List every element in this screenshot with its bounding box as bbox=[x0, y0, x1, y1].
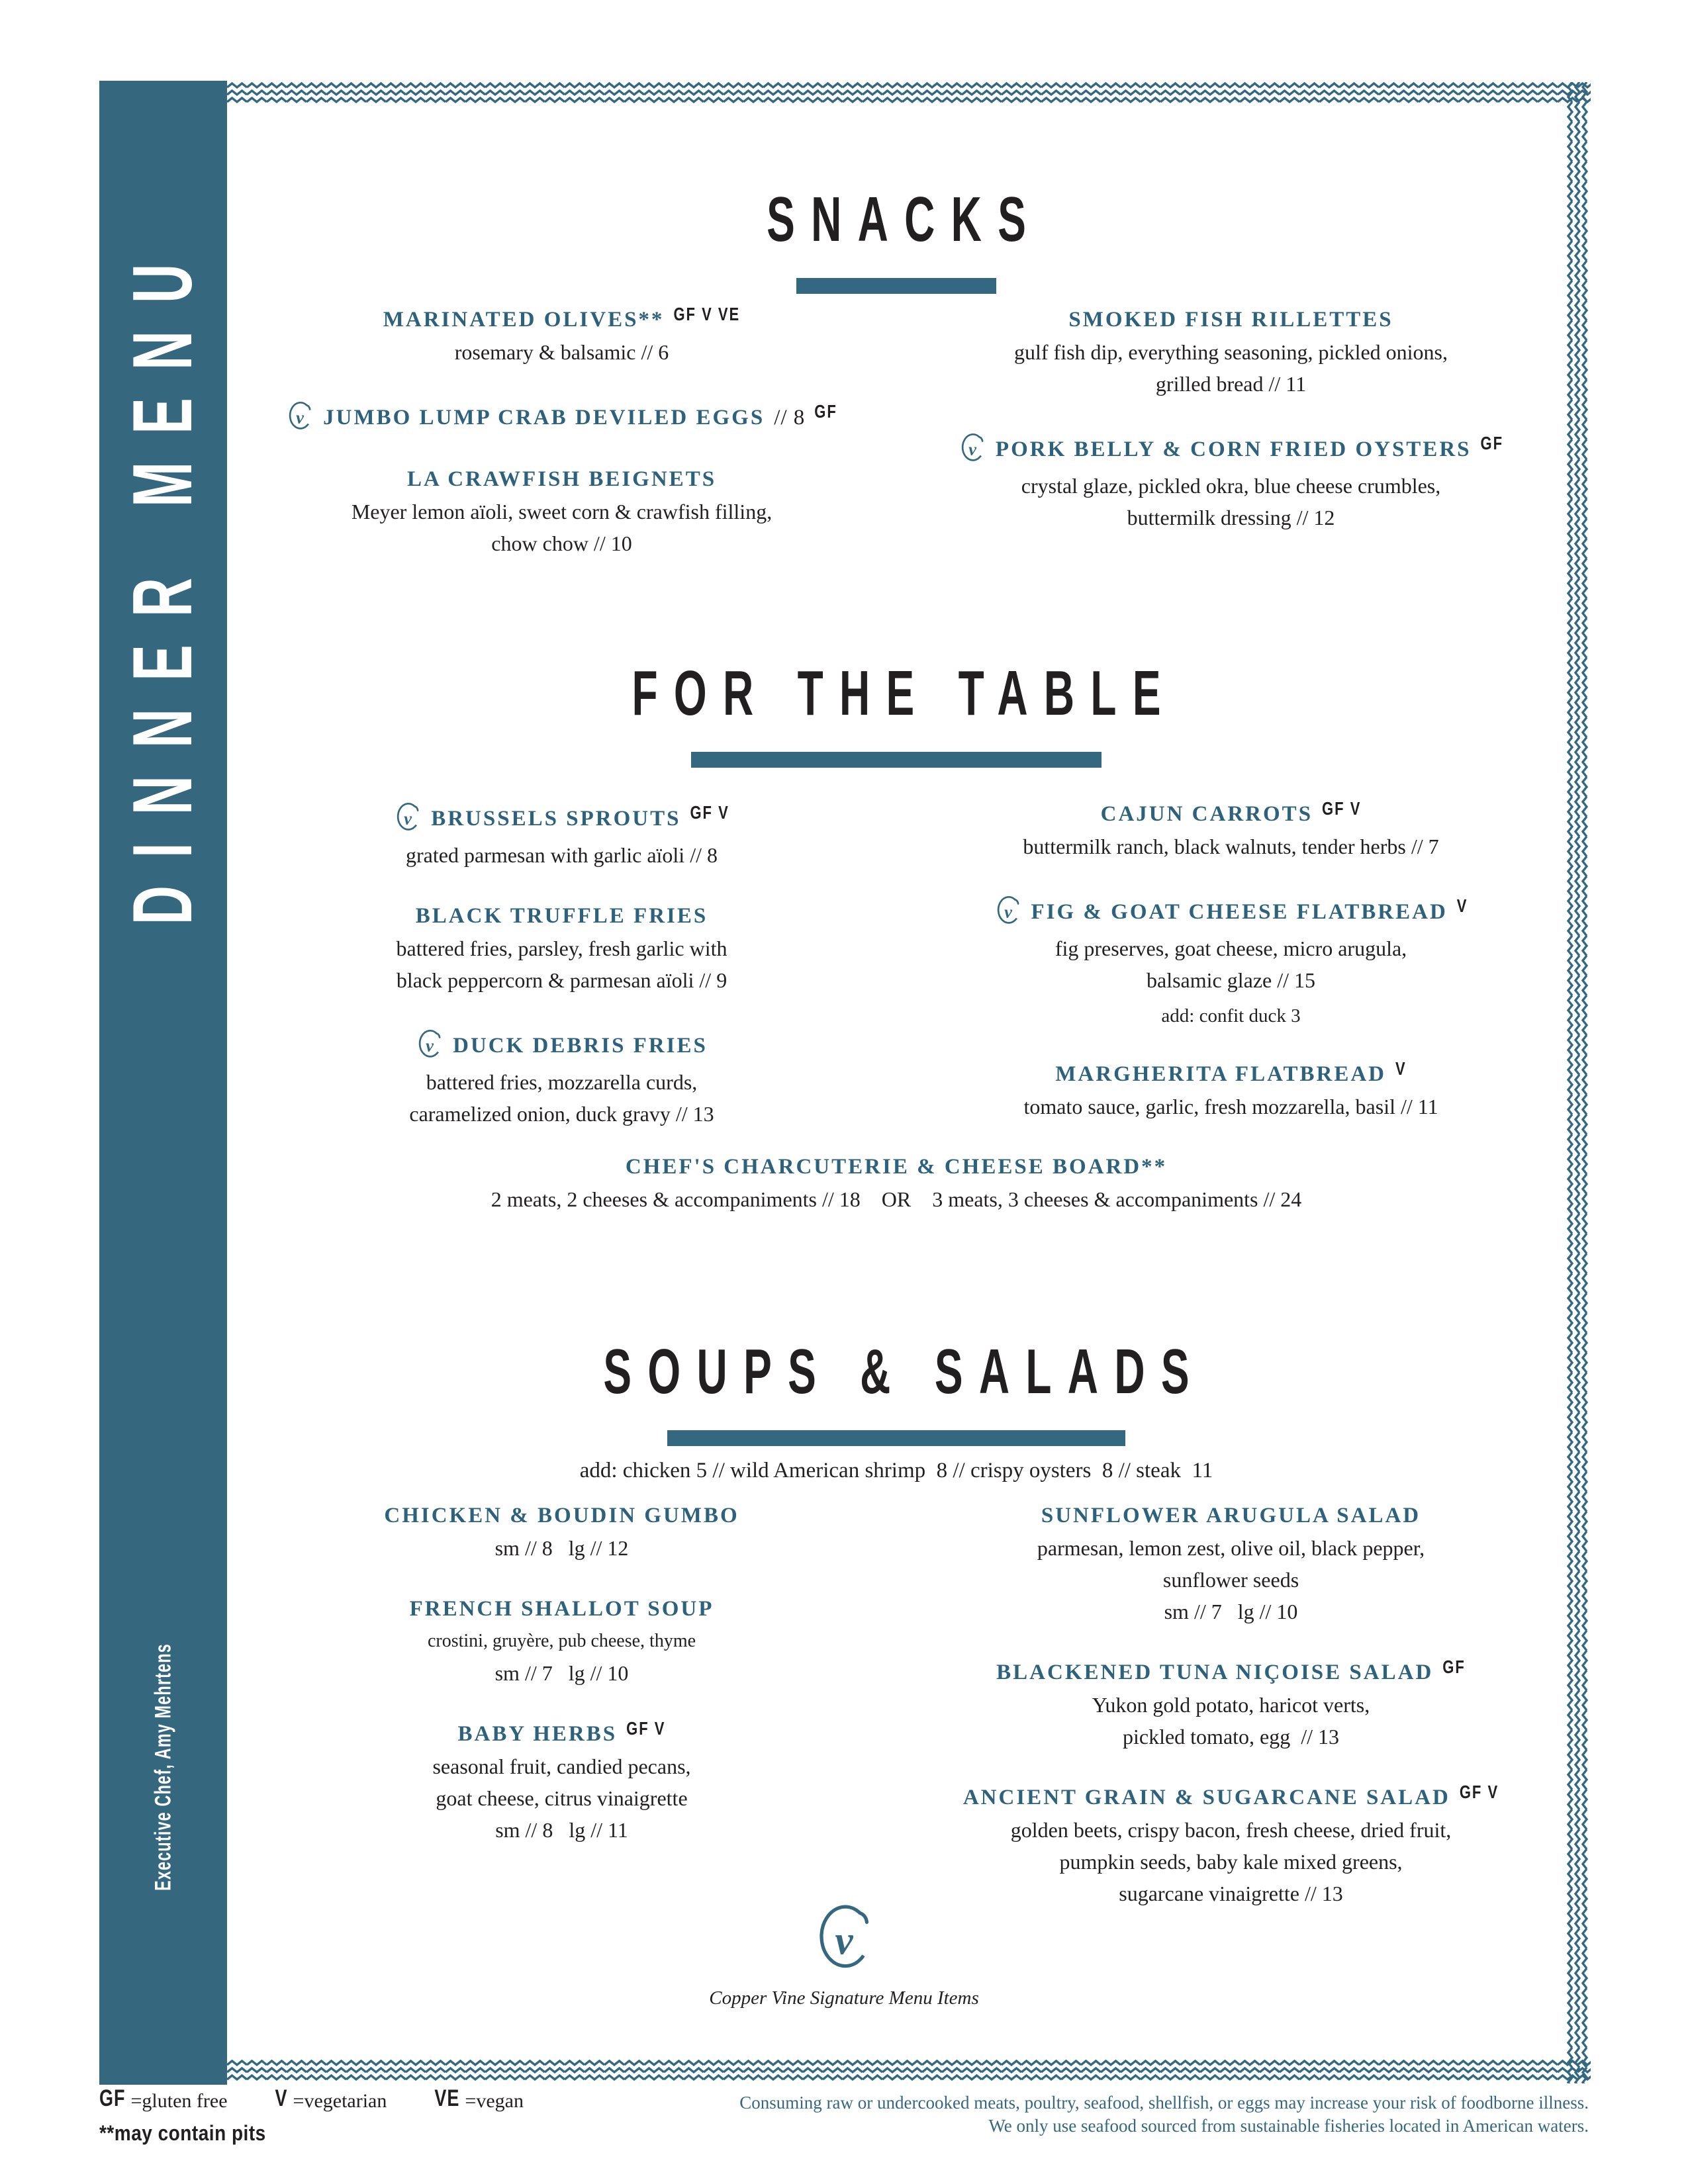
menu-item-desc: black peppercorn & parmesan aïoli // 9 bbox=[396, 968, 727, 992]
menu-item-desc: chow chow // 10 bbox=[491, 531, 632, 555]
dietary-badges: GF V bbox=[1322, 797, 1362, 819]
copper-vine-monogram-icon bbox=[286, 401, 314, 434]
copper-vine-logo-block bbox=[0, 1903, 1688, 2009]
menu-item-name: PORK BELLY & CORN FRIED OYSTERS bbox=[995, 437, 1472, 461]
menu-item-name: FRENCH SHALLOT SOUP bbox=[409, 1597, 714, 1621]
section-underline bbox=[796, 278, 996, 294]
consumption-disclaimer bbox=[596, 2091, 1589, 2138]
table-left-column bbox=[227, 802, 896, 1163]
menu-item-crab-deviled-eggs bbox=[227, 401, 896, 434]
menu-item-desc: battered fries, mozzarella curds, bbox=[426, 1070, 698, 1094]
pits-note: **may contain pits bbox=[99, 2121, 266, 2145]
legend-gluten-free bbox=[99, 2085, 228, 2113]
disclaimer-line: Consuming raw or undercooked meats, poultry, seafood, shellfish, or eggs may increase your risk of foodborne illness. bbox=[739, 2093, 1589, 2113]
menu-item-price: sm // 8 lg // 11 bbox=[495, 1818, 628, 1842]
menu-item-desc: pickled tomato, egg // 13 bbox=[1122, 1725, 1340, 1749]
menu-item-desc: parmesan, lemon zest, olive oil, black pepper, bbox=[1037, 1536, 1425, 1560]
menu-item-price: sm // 7 lg // 10 bbox=[1164, 1600, 1298, 1623]
copper-vine-monogram-icon bbox=[812, 1903, 876, 1979]
copper-vine-monogram-icon bbox=[959, 433, 986, 466]
menu-item-desc: 2 meats, 2 cheeses & accompaniments // 18 OR 3 meats, 3 cheeses & accompaniments // 24 bbox=[491, 1187, 1302, 1211]
menu-item-smoked-fish-rillettes bbox=[896, 308, 1566, 400]
menu-item-name: SUNFLOWER ARUGULA SALAD bbox=[1041, 1504, 1421, 1527]
menu-item-name: BABY HERBS bbox=[457, 1722, 618, 1746]
copper-vine-monogram-icon bbox=[394, 802, 422, 835]
menu-item-desc: sunflower seeds bbox=[1162, 1568, 1299, 1592]
menu-item-chicken-boudin-gumbo bbox=[227, 1504, 896, 1564]
menu-item-name: SMOKED FISH RILLETTES bbox=[1068, 308, 1393, 332]
menu-item-name: MARINATED OLIVES** bbox=[383, 308, 665, 332]
menu-item-french-shallot-soup bbox=[227, 1597, 896, 1689]
section-for-the-table bbox=[227, 797, 1566, 1163]
menu-title-vertical: DINNER MENU bbox=[116, 236, 210, 925]
menu-item-name: MARGHERITA FLATBREAD bbox=[1055, 1062, 1387, 1086]
menu-item-desc: crystal glaze, pickled okra, blue cheese crumbles, bbox=[1021, 474, 1441, 498]
copper-vine-monogram-icon bbox=[416, 1029, 444, 1062]
sidebar bbox=[99, 81, 227, 2085]
menu-item-marinated-olives bbox=[227, 303, 896, 368]
menu-item-desc: grated parmesan with garlic aïoli // 8 bbox=[406, 843, 718, 867]
dietary-badges: GF bbox=[1442, 1656, 1466, 1677]
legend-label: =gluten free bbox=[130, 2090, 228, 2112]
menu-item-desc: buttermilk dressing // 12 bbox=[1127, 506, 1335, 529]
menu-item-name: JUMBO LUMP CRAB DEVILED EGGS bbox=[323, 405, 765, 430]
menu-item-crawfish-beignets bbox=[227, 467, 896, 559]
wave-border-bottom bbox=[227, 2060, 1591, 2083]
menu-item-fig-goat-cheese-flatbread bbox=[896, 895, 1566, 1029]
section-header-soups-salads bbox=[227, 1336, 1566, 1446]
menu-item-price: sm // 8 lg // 12 bbox=[494, 1536, 629, 1560]
executive-chef-label: Executive Chef, Amy Mehrtens bbox=[150, 1643, 175, 1891]
soups-add-ons-line: add: chicken 5 // wild American shrimp 8 // crispy oysters 8 // steak 11 bbox=[579, 1459, 1213, 1482]
menu-item-name: LA CRAWFISH BEIGNETS bbox=[406, 467, 717, 491]
dietary-badges: V bbox=[1456, 895, 1468, 916]
menu-item-name: ANCIENT GRAIN & SUGARCANE SALAD bbox=[962, 1786, 1450, 1809]
disclaimer-line: We only use seafood sourced from sustainable fisheries located in American waters. bbox=[988, 2116, 1589, 2136]
svg-text:v: v bbox=[835, 1919, 853, 1964]
menu-item-addon: add: confit duck 3 bbox=[1161, 1005, 1301, 1026]
legend-label: =vegetarian bbox=[293, 2090, 387, 2112]
menu-item-blackened-tuna-nicoise bbox=[896, 1656, 1566, 1752]
table-right-column bbox=[896, 797, 1566, 1163]
wave-border-top bbox=[227, 82, 1591, 106]
menu-item-price: sugarcane vinaigrette // 13 bbox=[1119, 1882, 1343, 1905]
dietary-badges: GF bbox=[1480, 432, 1504, 453]
legend-vegetarian bbox=[275, 2085, 387, 2113]
dietary-badges: GF bbox=[814, 400, 837, 422]
menu-item-desc: pumpkin seeds, baby kale mixed greens, bbox=[1059, 1850, 1403, 1874]
menu-item-brussels-sprouts bbox=[227, 802, 896, 871]
menu-item-desc: buttermilk ranch, black walnuts, tender herbs // 7 bbox=[1023, 835, 1439, 858]
menu-item-price: sm // 7 lg // 10 bbox=[494, 1661, 629, 1685]
menu-item-desc: caramelized onion, duck gravy // 13 bbox=[409, 1102, 714, 1126]
menu-item-desc: grilled bread // 11 bbox=[1155, 372, 1307, 396]
menu-item-duck-debris-fries bbox=[227, 1029, 896, 1130]
section-header-snacks bbox=[227, 183, 1566, 294]
menu-item-desc: gulf fish dip, everything seasoning, pickled onions, bbox=[1013, 340, 1448, 364]
legend-label: =vegan bbox=[465, 2090, 524, 2112]
wave-border-right bbox=[1567, 82, 1591, 2083]
section-underline bbox=[667, 1430, 1125, 1446]
svg-text:v: v bbox=[426, 1035, 434, 1056]
menu-item-name: CHICKEN & BOUDIN GUMBO bbox=[384, 1504, 739, 1527]
section-title: SOUPS & SALADS bbox=[603, 1336, 1205, 1407]
section-underline bbox=[691, 752, 1102, 768]
menu-item-name: FIG & GOAT CHEESE FLATBREAD bbox=[1031, 899, 1448, 924]
soups-left-column bbox=[227, 1504, 896, 1942]
menu-item-price: // 8 bbox=[774, 405, 806, 430]
section-snacks bbox=[227, 303, 1566, 592]
menu-item-desc: rosemary & balsamic // 6 bbox=[454, 340, 669, 364]
menu-item-sunflower-arugula-salad bbox=[896, 1504, 1566, 1627]
menu-item-desc: battered fries, parsley, fresh garlic with bbox=[396, 936, 727, 960]
svg-text:v: v bbox=[296, 407, 305, 428]
svg-text:v: v bbox=[404, 808, 412, 829]
dietary-badges: V bbox=[1395, 1058, 1407, 1079]
dietary-legend bbox=[99, 2085, 524, 2146]
menu-item-charcuterie-board bbox=[227, 1155, 1566, 1215]
menu-item-desc: fig preserves, goat cheese, micro arugula, bbox=[1055, 936, 1407, 960]
menu-item-name: BRUSSELS SPROUTS bbox=[431, 806, 681, 831]
legend-code: VE bbox=[434, 2085, 460, 2111]
copper-vine-monogram-icon bbox=[994, 895, 1022, 929]
menu-item-desc: Yukon gold potato, haricot verts, bbox=[1092, 1693, 1370, 1717]
dietary-badges: GF V bbox=[690, 801, 729, 823]
signature-items-caption: Copper Vine Signature Menu Items bbox=[709, 1987, 979, 2009]
snacks-right-column bbox=[896, 308, 1566, 592]
svg-text:v: v bbox=[968, 439, 976, 459]
menu-item-desc: crostini, gruyère, pub cheese, thyme bbox=[427, 1631, 696, 1651]
menu-item-baby-herbs bbox=[227, 1717, 896, 1846]
menu-item-desc: tomato sauce, garlic, fresh mozzarella, basil // 11 bbox=[1023, 1095, 1438, 1118]
menu-item-margherita-flatbread bbox=[896, 1058, 1566, 1122]
menu-item-name: CHEF'S CHARCUTERIE & CHEESE BOARD** bbox=[625, 1155, 1168, 1179]
menu-item-pork-belly-oysters bbox=[896, 433, 1566, 533]
section-title: FOR THE TABLE bbox=[632, 657, 1177, 729]
menu-item-name: CAJUN CARROTS bbox=[1100, 802, 1313, 826]
menu-item-name: DUCK DEBRIS FRIES bbox=[453, 1033, 708, 1058]
legend-vegan bbox=[434, 2085, 524, 2113]
menu-item-name: BLACK TRUFFLE FRIES bbox=[415, 904, 708, 928]
dietary-badges: GF V bbox=[1459, 1781, 1499, 1802]
menu-item-ancient-grain-sugarcane-salad bbox=[896, 1781, 1566, 1909]
dietary-badges: GF V VE bbox=[673, 303, 741, 324]
menu-item-black-truffle-fries bbox=[227, 904, 896, 996]
legend-code: GF bbox=[99, 2085, 126, 2111]
snacks-left-column bbox=[227, 303, 896, 592]
legend-code: V bbox=[275, 2085, 288, 2111]
menu-item-desc: golden beets, crispy bacon, fresh cheese, dried fruit, bbox=[1010, 1818, 1452, 1842]
menu-item-name: BLACKENED TUNA NIÇOISE SALAD bbox=[996, 1661, 1434, 1684]
menu-item-desc: Meyer lemon aïoli, sweet corn & crawfish filling, bbox=[351, 500, 773, 523]
dietary-badges: GF V bbox=[626, 1717, 666, 1739]
menu-item-cajun-carrots bbox=[896, 797, 1566, 862]
soups-right-column bbox=[896, 1504, 1566, 1942]
section-header-for-the-table bbox=[227, 657, 1566, 768]
menu-item-desc: goat cheese, citrus vinaigrette bbox=[436, 1786, 688, 1810]
menu-item-desc: balsamic glaze // 15 bbox=[1146, 968, 1315, 992]
menu-item-desc: seasonal fruit, candied pecans, bbox=[432, 1754, 691, 1778]
section-soups-salads bbox=[227, 1504, 1566, 1942]
section-title: SNACKS bbox=[767, 183, 1043, 255]
svg-text:v: v bbox=[1004, 901, 1012, 922]
